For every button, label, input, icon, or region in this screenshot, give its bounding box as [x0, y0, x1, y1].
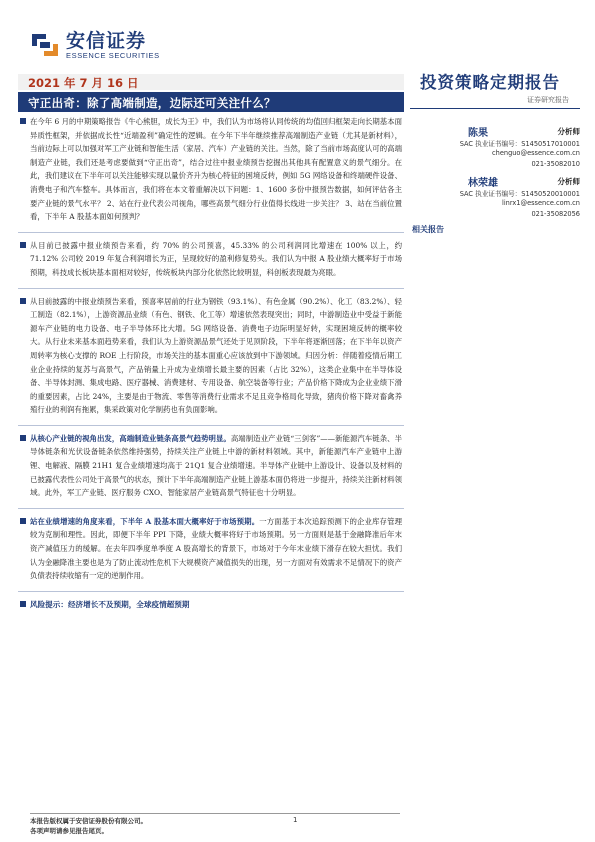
- paragraph-text: 从目前披露的中报业绩预告来看，预喜率居前的行业为钢铁（93.1%）、有色金属（90.2%）、化工（83.2%）、轻工制造（82.1%），上游资源品业绩（有色、钢铁、化工等）增速依然表现突出；同时，中游制造业中受益于新能源车产业链的电力设备、电子半导体环比大增。5G 网络设备、消费电子边际明显好转，实现困境反转的概率较大。从行业未来基本面趋势来看，我们认为上游资源品景气还处于见顶阶段，下半年将逐渐回落；在下半年以资产周转率为核心支撑的 ROE 上行阶段，市场关注的基本面重心应该放到中下游领域。归因分析：伴随着疫情后期工业企业持续的复苏与高景气，产品销量上升成为业绩增长最主要的因素（占比 32%），这类企业集中在半导体设备、半导体封测、集成电路、医疗器械、消费建材、专用设备、航空装备等行业；产品价格下降成为企业业绩下滑的重要因素，占比 24%，主要是由于物流、零售等消费行业需求不足且竞争格局化导致，猪肉价格下降对畜禽养殖行业的利润有拖累，集采政策对化学制药也有负面影响。: [30, 296, 402, 415]
- bullet-square-icon: [20, 118, 26, 124]
- essence-logo-icon: [30, 30, 60, 60]
- section-divider: [18, 425, 404, 426]
- bullet-square-icon: [20, 435, 26, 441]
- analyst-email[interactable]: chenguo@essence.com.cn: [492, 149, 580, 157]
- footer-line: 各项声明请参见报告尾页。: [30, 827, 108, 835]
- analyst-name: 陈果: [468, 128, 488, 139]
- paragraph-lead: 从核心产业链的视角出发，高端制造业链条高景气趋势明显。: [30, 433, 231, 443]
- analyst-cert: SAC 执业证书编号：S1450517010001: [459, 140, 580, 148]
- risk-text: 风险提示：经济增长不及预期，全球疫情超预期: [30, 599, 190, 609]
- report-type: 投资策略定期报告: [420, 73, 560, 92]
- logo-company-name: 安信证券: [66, 30, 147, 52]
- footer-disclaimer: [30, 816, 147, 836]
- analyst-card: [420, 124, 580, 170]
- logo-company-name-en: ESSENCE SECURITIES: [66, 51, 160, 60]
- analyst-cert: SAC 执业证书编号：S1450520010001: [459, 190, 580, 198]
- paragraph-text: 一方面基于本次追踪预测下的企业库存管理较为克制和理性。因此，即便下半年 PPI 下降，业绩大概率将好于市场预期。另一方面则是基于金融降准后年末资产减值压力的缓解。在去年四季度单季度 A 股高增长的背景下，市场对于今年末业绩下滑存在较大担忧。我们认为金融降准主要也是为了防止流动性危机下大规模资产减值损失的出现，另一方面对有效需求不足情况下的资产负债表持续收缩有一定的逆制作用。: [30, 516, 402, 581]
- analyst-card: [420, 174, 580, 220]
- analyst-phone: 021-35082010: [531, 160, 580, 168]
- section-divider: [18, 508, 404, 509]
- report-date: 2021 年 7 月 16 日: [28, 76, 139, 90]
- paragraph-text: 在今年 6 月的中期策略报告《牛心熊胆，成长为王》中，我们认为市场将认同传统的均值回归框架走向长期基本面异质性框架，并依据成长性“近端盈利”确定性的逻辑。在今年下半年继续推荐高端制造产业链（尤其是新材料），当前边际上可以加强对军工产业链和智能生活（家居、汽车）产业链的关注。当然，除了当前市场高度认可的高端制造产业链，我们还是考虑要做到“守正出奇”，结合过往中报业绩预告挖掘出其他具有配置意义的景气细分。在此，我们建议在下半年可以关注能够实现以量价齐升为核心特征的困境反转，例如 5G 网络设备和终端硬件设备、消费电子和汽车整车。具体而言，我们将在本文着重解决以下问题：1、1600 多份中报预告数据，如何评估各主要产业链的景气水平？ 2、站在行业代表公司视角，哪些高景气细分行业值得长线进一步关注？ 3、站在当前位置看，下半年 A 股基本面如何预判？: [30, 117, 402, 222]
- summary-paragraph: [18, 295, 404, 417]
- analyst-role: 分析师: [557, 177, 580, 186]
- section-divider: [18, 232, 404, 233]
- analyst-role: 分析师: [557, 127, 580, 136]
- section-divider: [18, 591, 404, 592]
- analyst-phone: 021-35082056: [531, 210, 580, 218]
- bullet-square-icon: [20, 298, 26, 304]
- analyst-email[interactable]: linrx1@essence.com.cn: [502, 199, 580, 207]
- paragraph-lead: 站在业绩增速的角度来看，下半年 A 股基本面大概率好于市场预期。: [30, 516, 260, 526]
- header-divider: [410, 108, 580, 109]
- related-reports-heading: 相关报告: [412, 224, 444, 234]
- report-title: 守正出奇：除了高端制造，边际还可关注什么？: [28, 96, 276, 110]
- summary-paragraph: [18, 239, 404, 280]
- paragraph-text: 高端制造业产业链“三剑客”——新能源汽车链条、半导体链条和光伏设备链条依然维持强势，持续关注产业链上中游的新材料领域。其中，新能源汽车产业链中上游锂、电解液、隔膜 21H1 复合业绩增速均高于 21Q1 复合业绩增速。半导体产业链中上游设计、设备以及材料的已披露代表性公司处于高景气的状态，预计下半年高端制造产业链上游基本面仍将进一步提升，持续关注新材料领域。此外，军工产业链、医疗服务 CXO、智能家居产业链高景气特征也十分明显。: [30, 433, 402, 498]
- summary-paragraph: [18, 515, 404, 583]
- page-number: 1: [293, 816, 298, 824]
- risk-warning: [18, 598, 404, 612]
- section-divider: [18, 288, 404, 289]
- summary-paragraph: [18, 115, 404, 224]
- bullet-square-icon: [20, 601, 26, 607]
- report-body: [18, 115, 404, 611]
- bullet-square-icon: [20, 242, 26, 248]
- bullet-square-icon: [20, 518, 26, 524]
- summary-paragraph: [18, 432, 404, 500]
- footer-divider: [30, 813, 400, 814]
- footer-line: 本报告版权属于安信证券股份有限公司。: [30, 817, 147, 825]
- report-subtype: 证券研究报告: [527, 96, 569, 104]
- analyst-name: 林荣雄: [468, 178, 498, 189]
- paragraph-text: 从目前已披露中报业绩预告来看，约 70% 的公司预喜，45.33% 的公司利润同比增速在 100% 以上，约 71.12% 公司较 2019 年复合利润增长为正，呈现较好的盈利修复势头。我们认为中报 A 股业绩大概率好于市场预期，科技成长板块基本面相对较好，传统板块内部分化依然比较明显，科创板表现最为亮眼。: [30, 240, 402, 277]
